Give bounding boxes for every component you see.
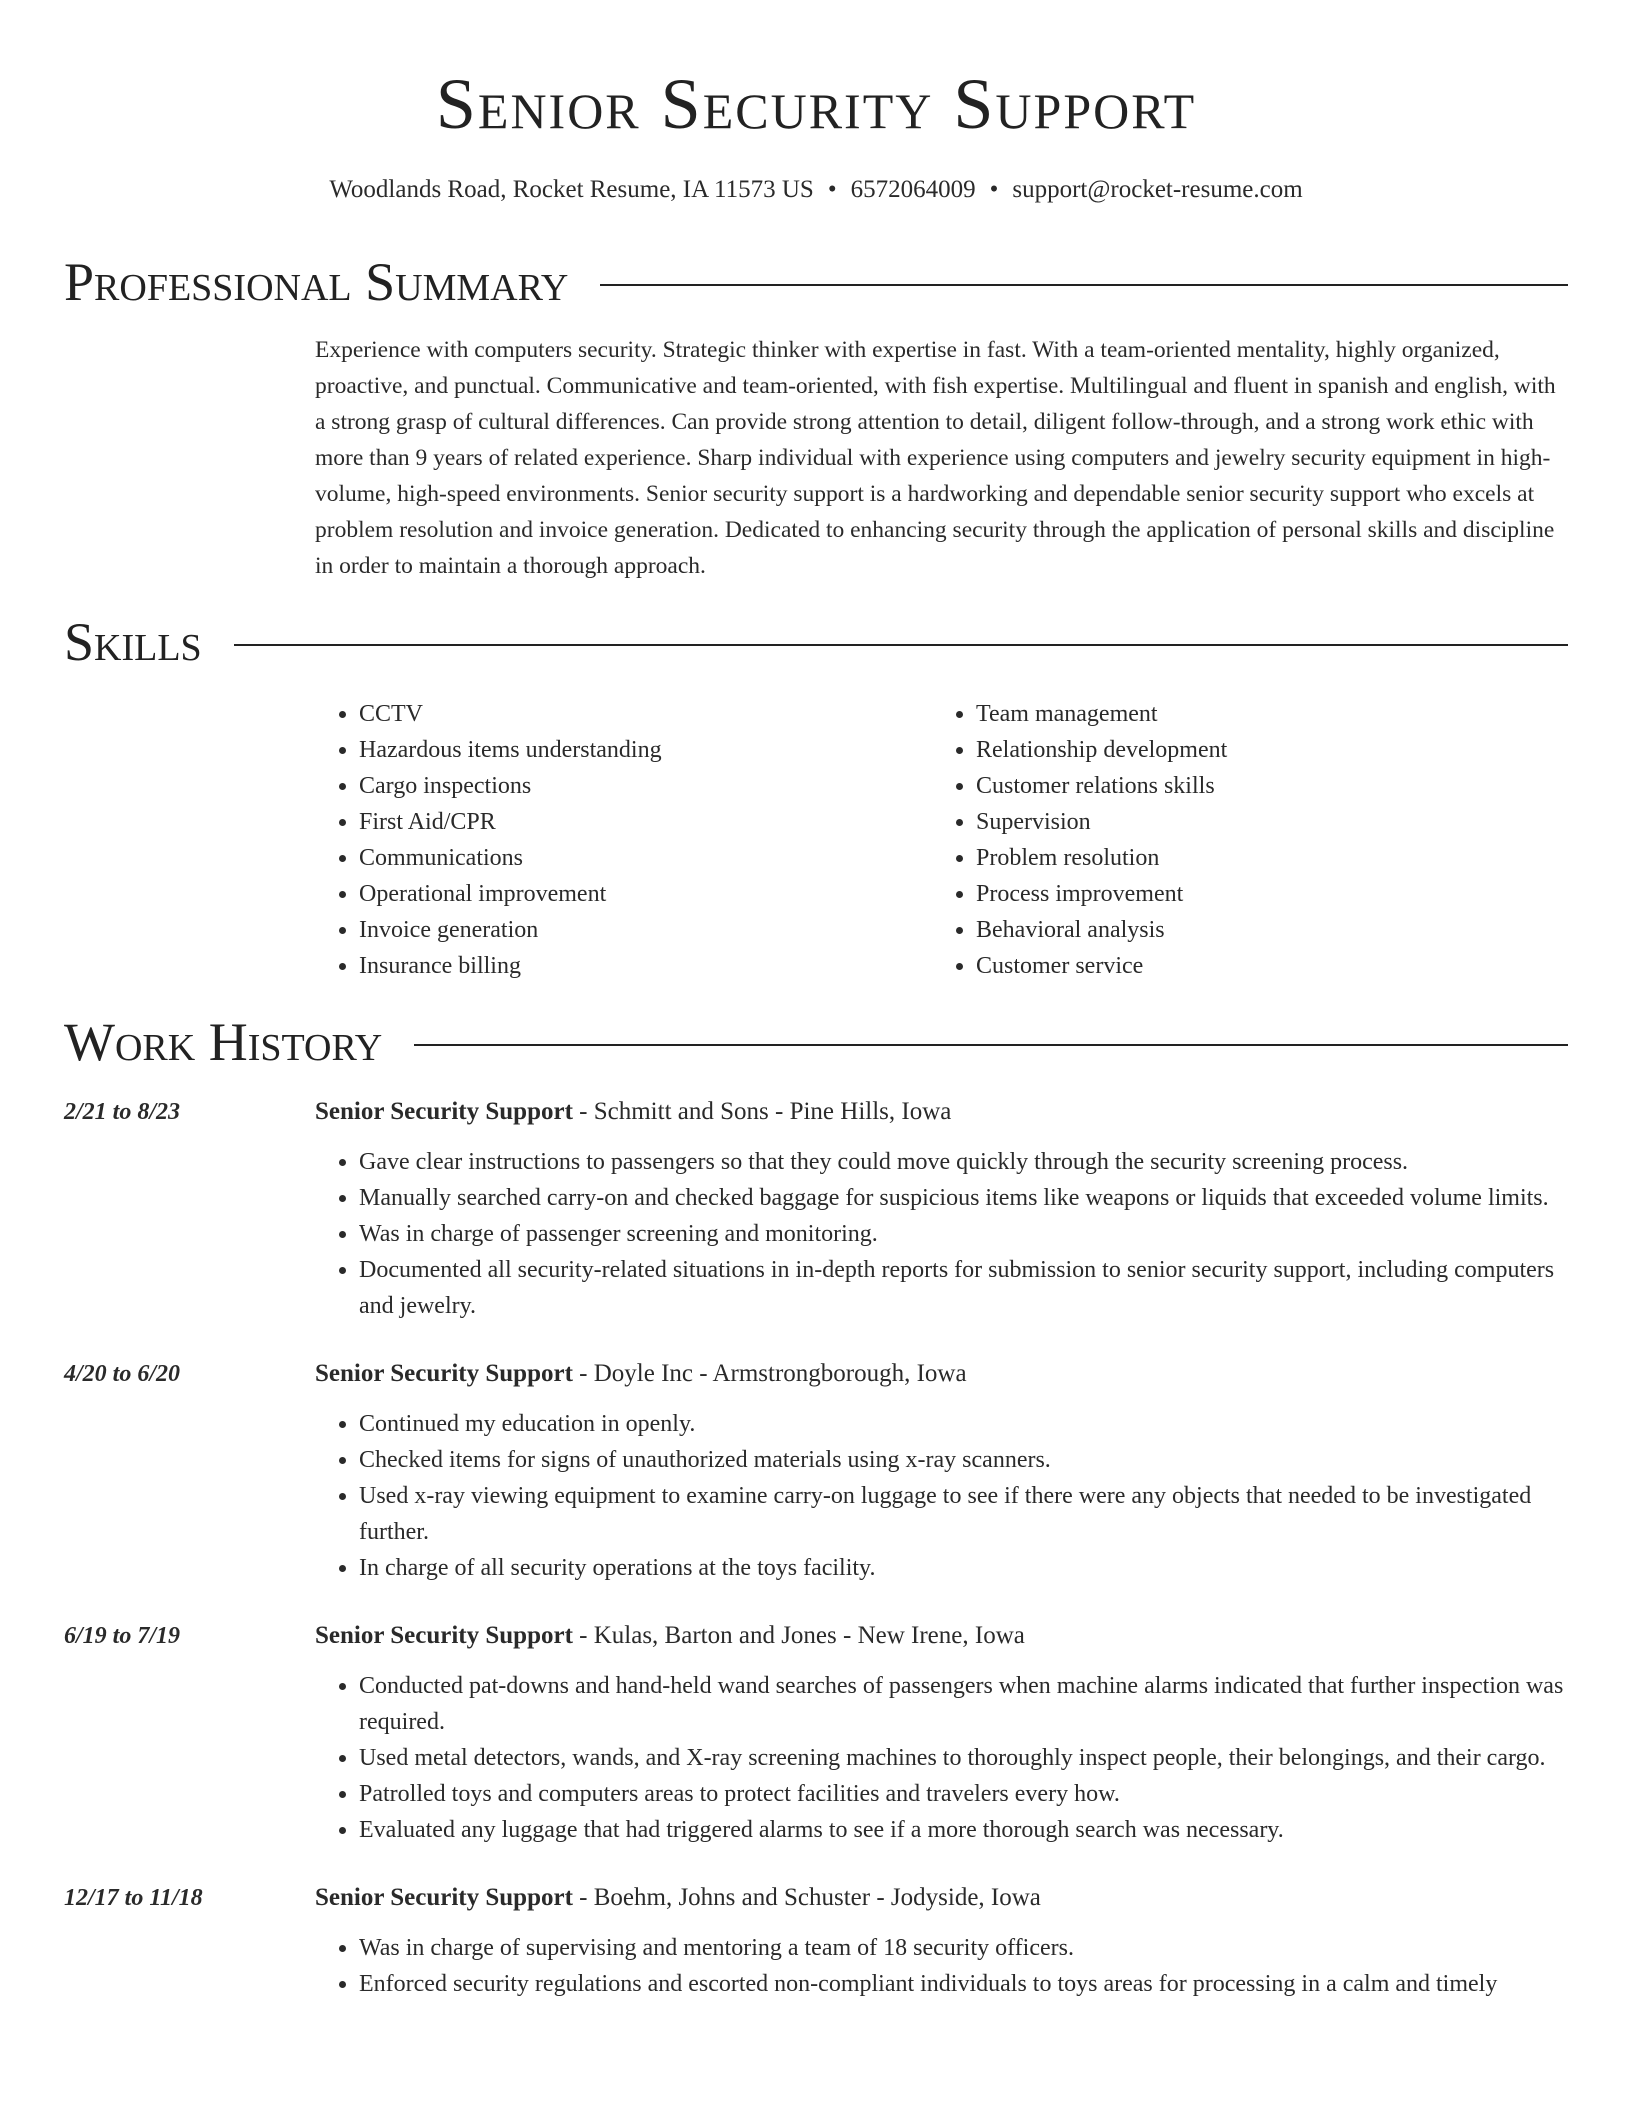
contact-email[interactable]: support@rocket-resume.com	[1012, 176, 1303, 203]
job-bullet: • Enforced security regulations and escorted non-compliant individuals to toys areas for processing in a calm and timely	[359, 1966, 1568, 2002]
contact-separator: •	[989, 176, 999, 203]
skill-item: • CCTV	[359, 696, 932, 732]
job-bullet: • Used x-ray viewing equipment to examine carry-on luggage to see if there were any objects that needed to be investigated further.	[359, 1478, 1568, 1550]
job-bullet: • Manually searched carry-on and checked baggage for suspicious items like weapons or liquids that exceeded volume limits.	[359, 1180, 1568, 1216]
section-divider	[414, 1044, 1568, 1046]
skills-section-header	[64, 610, 1568, 674]
job-bullet: • Was in charge of passenger screening and monitoring.	[359, 1216, 1568, 1252]
job-dates: 2/21 to 8/23	[64, 1099, 181, 1125]
job-employer: - Schmitt and Sons - Pine Hills, Iowa	[572, 1098, 952, 1125]
job-title-line	[315, 1878, 1568, 1918]
contact-line	[64, 174, 1568, 206]
skills-heading: Skills	[64, 612, 202, 672]
work-heading: Work History	[64, 1012, 383, 1072]
job-body	[315, 1354, 1568, 1586]
job-bullets	[315, 1668, 1568, 1848]
job-bullet: • Documented all security-related situations in in-depth reports for submission to senior security support, including computers and jewelry.	[359, 1252, 1568, 1324]
skill-item: • Problem resolution	[976, 840, 1549, 876]
job-entry	[64, 1616, 1568, 1848]
job-dates: 6/19 to 7/19	[64, 1623, 181, 1649]
job-bullet: • Used metal detectors, wands, and X-ray screening machines to thoroughly inspect people, their belongings, and their cargo.	[359, 1740, 1568, 1776]
job-employer: - Doyle Inc - Armstrongborough, Iowa	[572, 1360, 967, 1387]
skill-item: • Hazardous items understanding	[359, 732, 932, 768]
skill-item: • Behavioral analysis	[976, 912, 1549, 948]
skills-column-left	[315, 696, 932, 984]
skill-item: • Relationship development	[976, 732, 1549, 768]
job-bullet: • Gave clear instructions to passengers so that they could move quickly through the security screening process.	[359, 1144, 1568, 1180]
job-bullets	[315, 1406, 1568, 1586]
job-entry	[64, 1092, 1568, 1324]
job-bullet: • Conducted pat-downs and hand-held wand searches of passengers when machine alarms indicated that further inspection was required.	[359, 1668, 1568, 1740]
section-divider	[234, 644, 1568, 646]
job-title-line	[315, 1354, 1568, 1394]
job-bullet: • Evaluated any luggage that had triggered alarms to see if a more thorough search was necessary.	[359, 1812, 1568, 1848]
job-title-line	[315, 1092, 1568, 1132]
skill-item: • Customer service	[976, 948, 1549, 984]
job-dates: 12/17 to 11/18	[64, 1885, 203, 1911]
job-employer: - Boehm, Johns and Schuster - Jodyside, Iowa	[572, 1884, 1041, 1911]
contact-phone: 6572064009	[850, 176, 976, 203]
section-divider	[600, 284, 1568, 286]
job-bullet: • Checked items for signs of unauthorized materials using x-ray scanners.	[359, 1442, 1568, 1478]
skill-item: • Insurance billing	[359, 948, 932, 984]
job-title: Senior Security Support	[315, 1622, 573, 1649]
skill-item: • Cargo inspections	[359, 768, 932, 804]
skill-item: • Communications	[359, 840, 932, 876]
skill-item: • Team management	[976, 696, 1549, 732]
skill-item: • Process improvement	[976, 876, 1549, 912]
job-body	[315, 1092, 1568, 1324]
job-title: Senior Security Support	[315, 1360, 573, 1387]
job-title: Senior Security Support	[315, 1884, 573, 1911]
candidate-name: Senior Security Support	[435, 64, 1197, 144]
summary-heading: Professional Summary	[64, 252, 569, 312]
job-body	[315, 1616, 1568, 1848]
job-entry	[64, 1878, 1568, 2002]
job-bullets	[315, 1930, 1568, 2002]
job-bullet: • Was in charge of supervising and mentoring a team of 18 security officers.	[359, 1930, 1568, 1966]
job-bullet: • In charge of all security operations at the toys facility.	[359, 1550, 1568, 1586]
summary-text: Experience with computers security. Strategic thinker with expertise in fast. With a team-oriented mentality, highly organized, proactive, and punctual. Communicative and team-oriented, with fish expertise. Multilingual and fluent in spanish and english, with a strong grasp of cultural differences. Can provide strong attention to detail, diligent follow-through, and a strong work ethic with more than 9 years of related experience. Sharp individual with experience using computers and jewelry security equipment in high-volume, high-speed environments. Senior security support is a hardworking and dependable senior security support who excels at problem resolution and invoice generation. Dedicated to enhancing security through the application of personal skills and discipline in order to maintain a thorough approach.	[315, 337, 1556, 579]
job-bullet: • Continued my education in openly.	[359, 1406, 1568, 1442]
skills-column-right	[932, 696, 1549, 984]
job-bullets	[315, 1144, 1568, 1324]
skill-item: • Customer relations skills	[976, 768, 1549, 804]
job-body	[315, 1878, 1568, 2002]
skill-item: • Invoice generation	[359, 912, 932, 948]
work-section-header	[64, 1010, 1568, 1074]
job-title: Senior Security Support	[315, 1098, 573, 1125]
skill-item: • Operational improvement	[359, 876, 932, 912]
summary-section-header	[64, 250, 1568, 314]
resume-page	[64, 0, 1568, 2002]
contact-separator: •	[827, 176, 837, 203]
job-bullet: • Patrolled toys and computers areas to protect facilities and travelers every how.	[359, 1776, 1568, 1812]
job-employer: - Kulas, Barton and Jones - New Irene, Iowa	[572, 1622, 1025, 1649]
skills-list	[315, 696, 1568, 984]
job-title-line	[315, 1616, 1568, 1656]
skill-item: • First Aid/CPR	[359, 804, 932, 840]
contact-address: Woodlands Road, Rocket Resume, IA 11573 US	[329, 176, 814, 203]
job-entry	[64, 1354, 1568, 1586]
skill-item: • Supervision	[976, 804, 1549, 840]
job-dates: 4/20 to 6/20	[64, 1361, 181, 1387]
